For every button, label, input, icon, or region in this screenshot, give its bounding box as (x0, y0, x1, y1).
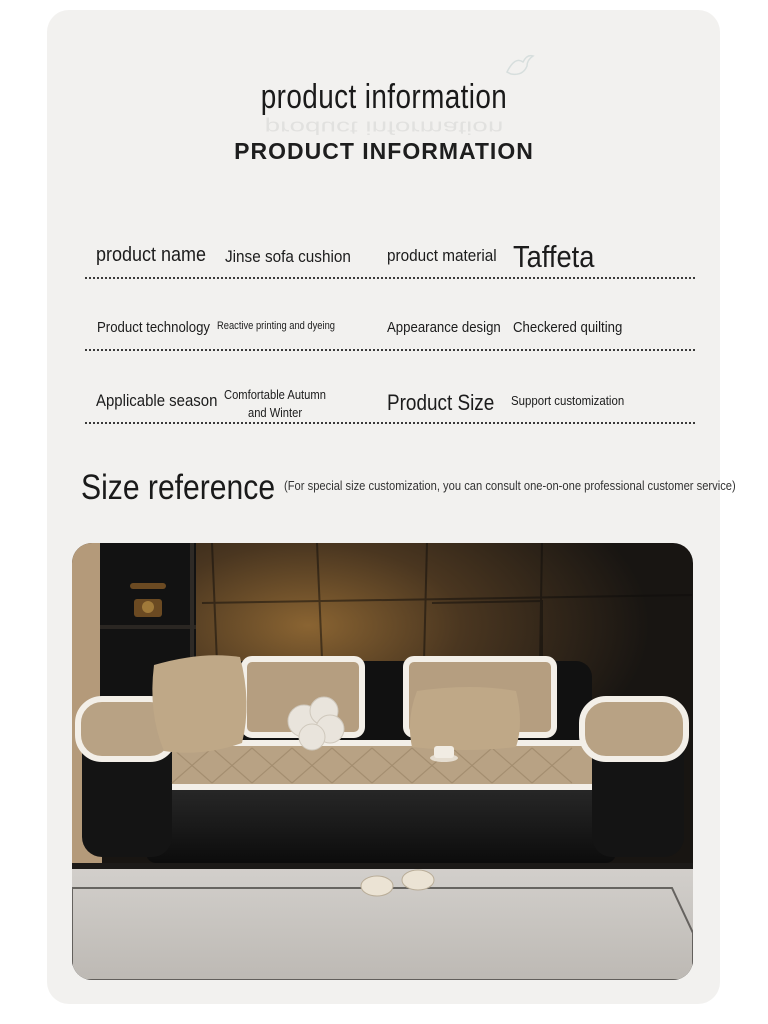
spec-label: Product Size (387, 390, 495, 415)
spec-label: Product technology (97, 319, 211, 336)
spec-label: product material (387, 246, 497, 265)
spec-label: product name (96, 244, 207, 266)
spec-value: Support customization (511, 393, 625, 408)
spec-row (85, 289, 695, 351)
spec-label: Applicable season (96, 391, 218, 410)
bird-watermark-icon (505, 52, 535, 80)
page-subtitle: PRODUCT INFORMATION (234, 138, 534, 164)
spec-value: Comfortable Autumn (224, 387, 326, 402)
spec-label: Appearance design (387, 319, 501, 336)
page-title: product information (260, 78, 508, 116)
spec-value: Reactive printing and dyeing (217, 320, 335, 332)
telephone-decor (130, 583, 166, 617)
spec-value: and Winter (248, 405, 303, 420)
size-reference-note: (For special size customization, you can consult one-on-one professional customer service) (284, 478, 736, 493)
spec-row (85, 217, 695, 279)
spec-value: Jinse sofa cushion (225, 247, 351, 266)
spec-value: Taffeta (513, 239, 595, 274)
spec-value: Checkered quilting (513, 319, 623, 336)
sofa-photo (72, 543, 693, 980)
spec-row (85, 362, 695, 424)
size-reference-title: Size reference (81, 468, 276, 507)
sofa-illustration (72, 543, 693, 980)
page-title-reflection: product information (264, 117, 504, 139)
